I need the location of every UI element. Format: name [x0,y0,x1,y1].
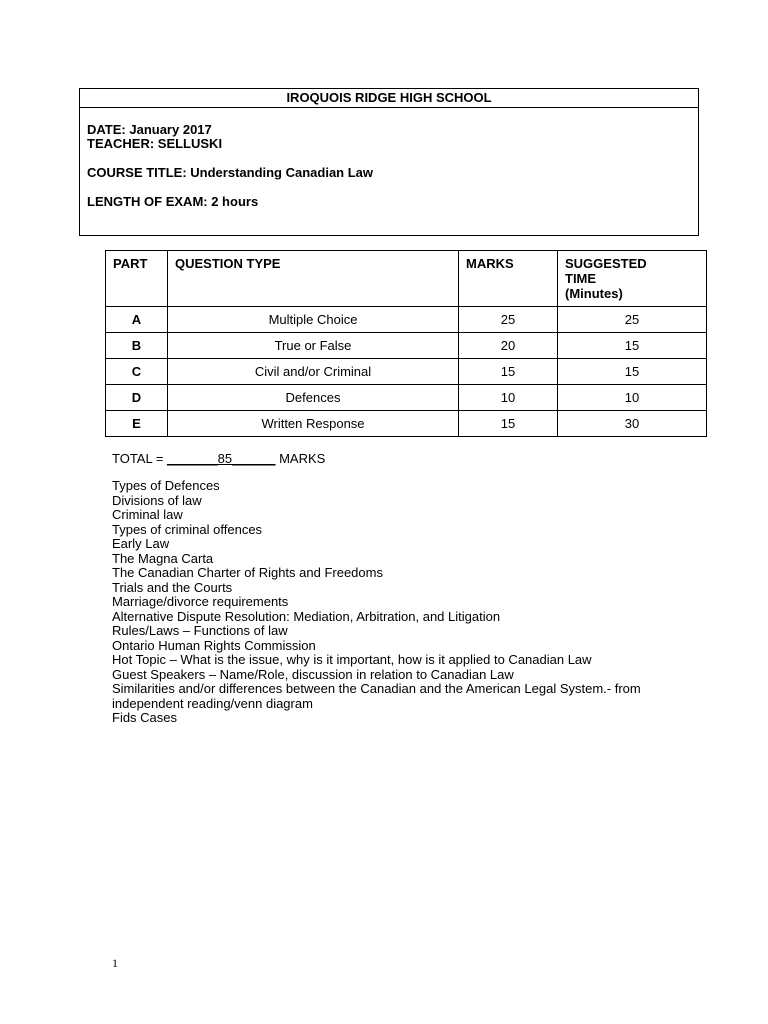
list-item: Types of criminal offences [112,521,263,537]
total-label: TOTAL = [112,451,168,466]
question-type-cell: Civil and/or Criminal [168,359,459,385]
marks-cell: 25 [459,307,558,333]
list-item: Divisions of law [112,492,202,508]
table-row [106,307,707,333]
header-marks: MARKS [459,251,558,307]
total-marks-line [112,451,325,466]
time-cell: 15 [558,333,707,359]
part-cell: B [106,333,168,359]
list-item: Early Law [112,536,170,551]
part-cell: A [106,307,168,333]
question-type-cell: Defences [168,385,459,411]
question-type-cell: True or False [168,333,459,359]
list-item: Guest Speakers – Name/Role, discussion in relation to Canadian Law [112,666,514,682]
school-title: IROQUOIS RIDGE HIGH SCHOOL [80,89,698,108]
exam-date: DATE: January 2017 [87,122,212,137]
list-item: Rules/Laws – Functions of law [112,623,288,638]
header-time-line1: SUGGESTED [565,256,647,271]
list-item: Types of Defences [112,478,220,493]
list-item: Marriage/divorce requirements [112,594,289,609]
course-title: COURSE TITLE: Understanding Canadian Law [87,165,374,180]
list-item: The Canadian Charter of Rights and Freedoms [112,565,383,580]
list-item: Criminal law [112,507,183,522]
time-cell: 25 [558,307,707,333]
teacher-name: TEACHER: SELLUSKI [87,136,223,151]
part-cell: C [106,359,168,385]
list-item: The Magna Carta [112,550,214,566]
header-time-line2: TIME [565,271,597,286]
time-cell: 10 [558,385,707,411]
table-row [106,333,707,359]
list-item: Trials and the Courts [112,579,233,595]
exam-structure-table [105,250,707,437]
table-row [106,359,707,385]
header-part: PART [106,251,168,307]
table-header-row [106,251,707,307]
time-cell: 30 [558,411,707,437]
total-value: _______85______ [167,451,276,466]
question-type-cell: Written Response [168,411,459,437]
exam-length: LENGTH OF EXAM: 2 hours [87,194,259,209]
list-item: Similarities and/or differences between the Canadian and the American Legal System.- from independent reading/venn diagram [112,681,641,711]
topic-list [112,479,672,726]
total-suffix: MARKS [275,451,326,466]
list-item: Ontario Human Rights Commission [112,637,316,653]
header-time-line3: (Minutes) [565,286,623,301]
part-cell: E [106,411,168,437]
list-item: Alternative Dispute Resolution: Mediation, Arbitration, and Litigation [112,608,501,624]
question-type-cell: Multiple Choice [168,307,459,333]
marks-cell: 10 [459,385,558,411]
part-cell: D [106,385,168,411]
table-row [106,385,707,411]
page-number: 1 [112,956,118,970]
marks-cell: 20 [459,333,558,359]
list-item: Fids Cases [112,710,178,725]
table-row [106,411,707,437]
header-question-type: QUESTION TYPE [168,251,459,307]
marks-cell: 15 [459,359,558,385]
marks-cell: 15 [459,411,558,437]
header-suggested-time [558,251,707,307]
exam-header-box [79,88,699,236]
time-cell: 15 [558,359,707,385]
list-item: Hot Topic – What is the issue, why is it important, how is it applied to Canadian Law [112,652,592,667]
